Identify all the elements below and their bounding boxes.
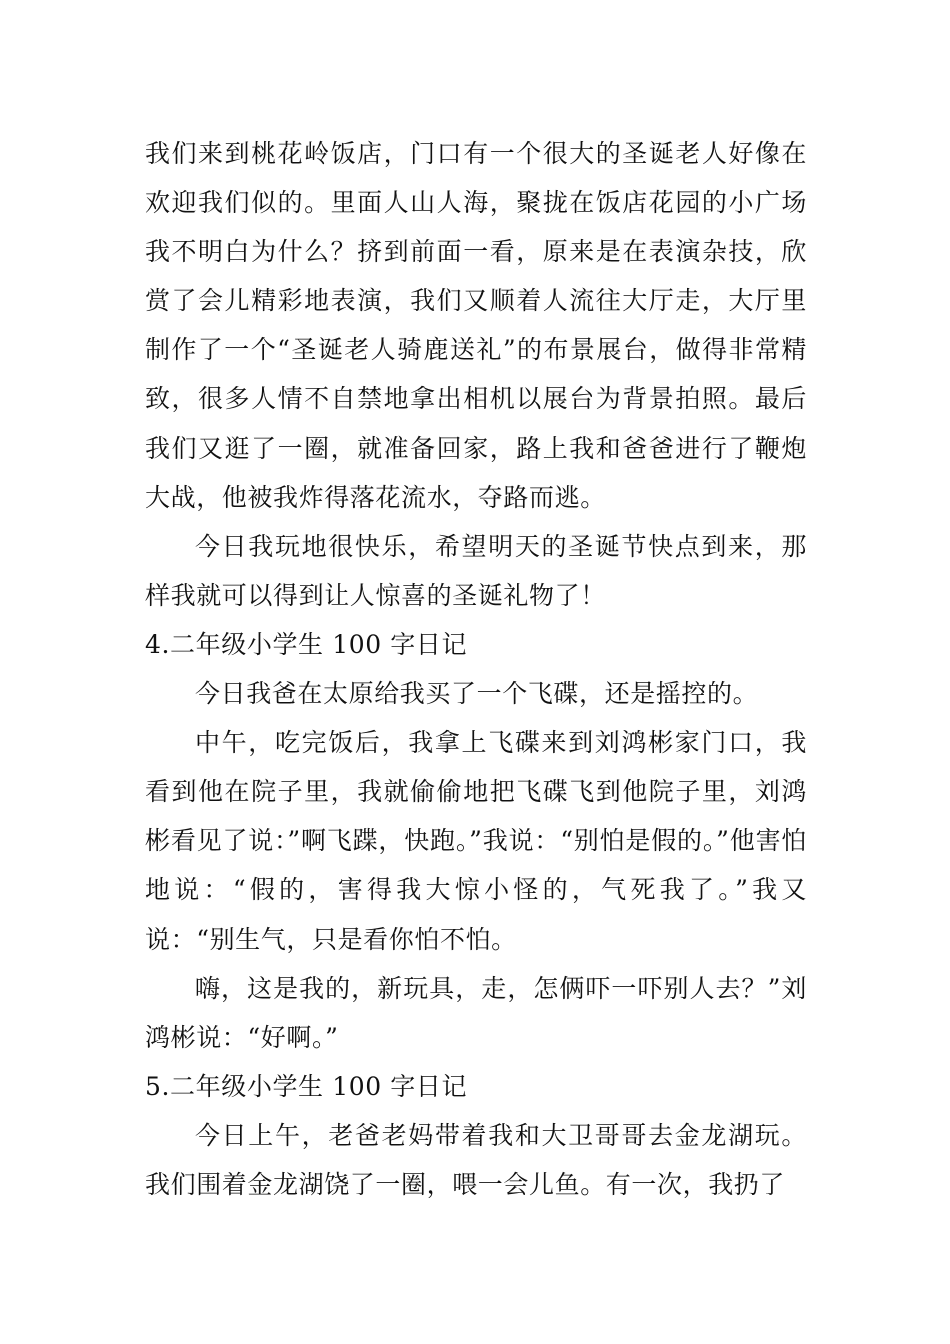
paragraph-christmas-wish: 今日我玩地很快乐，希望明天的圣诞节快点到来，那样我就可以得到让人惊喜的圣诞礼物了！ xyxy=(145,531,807,610)
paragraph-christmas-outing: 我们来到桃花岭饭店，门口有一个很大的圣诞老人好像在欢迎我们似的。里面人山人海，聚拢在饭店花园的小广场我不明白为什么？挤到前面一看，原来是在表演杂技，欣赏了会儿精彩地表演，我们又顺着人流往大厅走，大厅里制作了一个“圣诞老人骑鹿送礼”的布景展台，做得非常精致，很多人情不自禁地拿出相机以展台为背景拍照。最后我们又逛了一圈，就准备回家，路上我和爸爸进行了鞭炮大战，他被我炸得落花流水，夺路而逃。 xyxy=(145,139,807,512)
paragraph-flying-saucer-gift: 今日我爸在太原给我买了一个飞碟，还是摇控的。 xyxy=(195,679,759,709)
paragraph-jinlong-lake: 今日上午，老爸老妈带着我和大卫哥哥去金龙湖玩。我们围着金龙湖饶了一圈，喂一会儿鱼。有一次，我扔了 xyxy=(145,1120,807,1199)
paragraph-new-toy: 嗨，这是我的，新玩具，走，怎俩吓一吓别人去？”刘鸿彬说：“好啊。” xyxy=(145,973,807,1052)
section-heading-5: 5.二年级小学生 100 字日记 xyxy=(145,1071,468,1101)
document-page xyxy=(145,129,807,1209)
paragraph-flying-saucer-story: 中午，吃完饭后，我拿上飞碟来到刘鸿彬家门口，我看到他在院子里，我就偷偷地把飞碟飞到他院子里，刘鸿彬看见了说：”啊飞蹀，快跑。”我说：“别怕是假的。”他害怕地说：“假的，害得我大惊小怪的，气死我了。”我又说：“别生气，只是看你怕不怕。 xyxy=(145,728,807,954)
section-heading-4: 4.二年级小学生 100 字日记 xyxy=(145,629,468,659)
